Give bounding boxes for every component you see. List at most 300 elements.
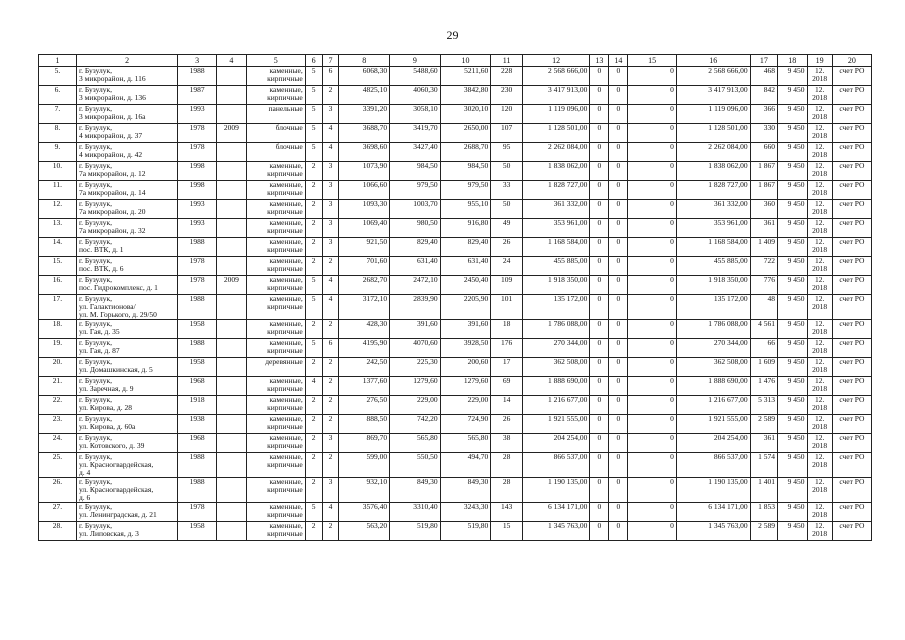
row-number: 20.: [39, 358, 77, 377]
date-line: 12.: [814, 218, 825, 227]
funding-method: счет РО: [832, 181, 871, 200]
cost-total: 1 828 727,00: [522, 181, 589, 200]
cost-total: 1 786 088,00: [522, 320, 589, 339]
floors: 2: [305, 478, 322, 503]
wall-material: [246, 320, 305, 339]
date-line: 12.: [814, 319, 825, 328]
cost-total: 362 508,00: [522, 358, 589, 377]
premises-area: 1279,60: [390, 377, 441, 396]
residential-area: 979,50: [440, 181, 491, 200]
entrances: 2: [322, 415, 339, 434]
completion-date: [807, 358, 832, 377]
material-line: каменные,: [269, 452, 303, 461]
cost-col-13: 0: [590, 478, 609, 503]
cost-total: 361 332,00: [522, 200, 589, 219]
material-line: кирпичные: [267, 169, 303, 178]
date-line: 12.: [814, 104, 825, 113]
premises-area: 2839,90: [390, 295, 441, 320]
material-line: каменные,: [269, 218, 303, 227]
address-line: 4 микрорайон, д. 42: [78, 150, 143, 159]
table-row: [39, 276, 872, 295]
column-number: 2: [76, 55, 177, 67]
cost-col-13: 0: [590, 219, 609, 238]
date-line: 12.: [814, 452, 825, 461]
address-line: ул. Котовского, д. 39: [78, 441, 145, 450]
completion-date: [807, 276, 832, 295]
funding-method: счет РО: [832, 339, 871, 358]
total-area: 701,60: [339, 257, 390, 276]
cost-col-15: 0: [628, 478, 677, 503]
cost-col-13: 0: [590, 415, 609, 434]
total-area: 888,50: [339, 415, 390, 434]
material-line: кирпичные: [267, 403, 303, 412]
cost-col-15: 0: [628, 67, 677, 86]
completion-date: [807, 238, 832, 257]
address-cell: [76, 339, 177, 358]
residential-area: 3928,50: [440, 339, 491, 358]
renovation-year: [217, 67, 247, 86]
premises-area: 4070,60: [390, 339, 441, 358]
date-line: 12.: [814, 376, 825, 385]
total-area: 869,70: [339, 434, 390, 453]
funding-method: счет РО: [832, 219, 871, 238]
address-line: г. Бузулук,: [78, 199, 113, 208]
cost-total: 6 134 171,00: [522, 503, 589, 522]
premises-area: 391,60: [390, 320, 441, 339]
total-area: 4195,90: [339, 339, 390, 358]
cost-col-13: 0: [590, 162, 609, 181]
row-number: 9.: [39, 143, 77, 162]
cost-total: 1 119 096,00: [522, 105, 589, 124]
material-line: каменные,: [269, 338, 303, 347]
completion-date: [807, 434, 832, 453]
max-unit-cost: 9 450: [778, 377, 808, 396]
cost-col-15: 0: [628, 320, 677, 339]
table-body: [39, 55, 872, 541]
material-line: кирпичные: [267, 188, 303, 197]
cost-owners: 1 119 096,00: [676, 105, 750, 124]
premises-area: 4060,30: [390, 86, 441, 105]
premises-area: 3419,70: [390, 124, 441, 143]
material-line: панельные: [268, 104, 303, 113]
column-number: 7: [322, 55, 339, 67]
wall-material: [246, 86, 305, 105]
address-line: 7а микрорайон, д. 12: [78, 169, 146, 178]
date-line: 2018: [812, 207, 828, 216]
date-line: 12.: [814, 142, 825, 151]
cost-owners: 1 918 350,00: [676, 276, 750, 295]
build-year: 1918: [178, 396, 217, 415]
residential-area: 984,50: [440, 162, 491, 181]
table-row: [39, 358, 872, 377]
max-unit-cost: 9 450: [778, 162, 808, 181]
residential-area: 3842,80: [440, 86, 491, 105]
total-area: 3698,60: [339, 143, 390, 162]
cost-col-14: 0: [609, 339, 628, 358]
cost-col-13: 0: [590, 396, 609, 415]
renovation-year: [217, 320, 247, 339]
date-line: 2018: [812, 283, 828, 292]
cost-col-14: 0: [609, 124, 628, 143]
build-year: 1987: [178, 86, 217, 105]
wall-material: [246, 124, 305, 143]
entrances: 6: [322, 67, 339, 86]
material-line: каменные,: [269, 256, 303, 265]
unit-cost: 366: [750, 105, 777, 124]
total-area: 599,00: [339, 453, 390, 478]
cost-col-15: 0: [628, 415, 677, 434]
cost-col-13: 0: [590, 339, 609, 358]
address-cell: [76, 320, 177, 339]
date-line: 2018: [812, 245, 828, 254]
date-line: 12.: [814, 161, 825, 170]
address-cell: [76, 377, 177, 396]
funding-method: счет РО: [832, 143, 871, 162]
cost-col-13: 0: [590, 358, 609, 377]
max-unit-cost: 9 450: [778, 358, 808, 377]
date-line: 2018: [812, 422, 828, 431]
material-line: каменные,: [269, 477, 303, 486]
premises-area: 742,20: [390, 415, 441, 434]
header-row: [39, 55, 872, 67]
renovation-year: [217, 522, 247, 541]
cost-col-13: 0: [590, 295, 609, 320]
completion-date: [807, 339, 832, 358]
entrances: 3: [322, 238, 339, 257]
address-cell: [76, 162, 177, 181]
residential-area: 724,90: [440, 415, 491, 434]
address-cell: [76, 358, 177, 377]
residential-area: 3243,30: [440, 503, 491, 522]
floors: 5: [305, 503, 322, 522]
entrances: 4: [322, 143, 339, 162]
renovation-year: [217, 86, 247, 105]
address-line: 3 микрорайон, д. 116: [78, 74, 146, 83]
wall-material: [246, 434, 305, 453]
residents: 120: [491, 105, 523, 124]
address-line: г. Бузулук,: [78, 357, 113, 366]
entrances: 2: [322, 453, 339, 478]
funding-method: счет РО: [832, 478, 871, 503]
material-line: каменные,: [269, 161, 303, 170]
floors: 5: [305, 124, 322, 143]
date-line: 12.: [814, 275, 825, 284]
cost-owners: 3 417 913,00: [676, 86, 750, 105]
material-line: каменные,: [269, 502, 303, 511]
date-line: 2018: [812, 150, 828, 159]
table-row: [39, 86, 872, 105]
residential-area: 519,80: [440, 522, 491, 541]
residents: 28: [491, 478, 523, 503]
total-area: 1069,40: [339, 219, 390, 238]
address-line: ул. Домашкинская, д. 5: [78, 365, 153, 374]
address-line: ул. Заречная, д. 9: [78, 384, 134, 393]
total-area: 242,50: [339, 358, 390, 377]
date-line: 2018: [812, 403, 828, 412]
wall-material: [246, 105, 305, 124]
date-line: 2018: [812, 441, 828, 450]
wall-material: [246, 257, 305, 276]
cost-owners: 1 838 062,00: [676, 162, 750, 181]
total-area: 428,30: [339, 320, 390, 339]
material-line: кирпичные: [267, 510, 303, 519]
floors: 2: [305, 396, 322, 415]
material-line: каменные,: [269, 521, 303, 530]
material-line: деревянные: [265, 357, 303, 366]
row-number: 21.: [39, 377, 77, 396]
material-line: каменные,: [269, 237, 303, 246]
unit-cost: 4 561: [750, 320, 777, 339]
cost-col-15: 0: [628, 434, 677, 453]
floors: 5: [305, 143, 322, 162]
column-number: 20: [832, 55, 871, 67]
cost-owners: 361 332,00: [676, 200, 750, 219]
address-cell: [76, 434, 177, 453]
funding-method: счет РО: [832, 295, 871, 320]
cost-col-15: 0: [628, 503, 677, 522]
cost-total: 1 190 135,00: [522, 478, 589, 503]
cost-col-15: 0: [628, 143, 677, 162]
unit-cost: 361: [750, 219, 777, 238]
date-line: 12.: [814, 338, 825, 347]
build-year: 1978: [178, 503, 217, 522]
cost-total: 455 885,00: [522, 257, 589, 276]
date-line: 2018: [812, 529, 828, 538]
material-line: кирпичные: [267, 384, 303, 393]
cost-total: 1 918 350,00: [522, 276, 589, 295]
date-line: 2018: [812, 346, 828, 355]
cost-col-15: 0: [628, 162, 677, 181]
cost-owners: 1 888 690,00: [676, 377, 750, 396]
cost-owners: 2 568 666,00: [676, 67, 750, 86]
total-area: 921,50: [339, 238, 390, 257]
date-line: 2018: [812, 460, 828, 469]
material-line: каменные,: [269, 275, 303, 284]
total-area: 3688,70: [339, 124, 390, 143]
row-number: 5.: [39, 67, 77, 86]
completion-date: [807, 86, 832, 105]
max-unit-cost: 9 450: [778, 67, 808, 86]
renovation-year: [217, 478, 247, 503]
address-line: г. Бузулук,: [78, 123, 113, 132]
cost-total: 1 888 690,00: [522, 377, 589, 396]
residents: 17: [491, 358, 523, 377]
cost-col-13: 0: [590, 503, 609, 522]
address-line: г. Бузулук,: [78, 85, 113, 94]
row-number: 19.: [39, 339, 77, 358]
funding-method: счет РО: [832, 377, 871, 396]
max-unit-cost: 9 450: [778, 295, 808, 320]
max-unit-cost: 9 450: [778, 181, 808, 200]
funding-method: счет РО: [832, 503, 871, 522]
address-line: г. Бузулук,: [78, 180, 113, 189]
address-cell: [76, 415, 177, 434]
address-cell: [76, 105, 177, 124]
premises-area: 829,40: [390, 238, 441, 257]
table-row: [39, 478, 872, 503]
row-number: 28.: [39, 522, 77, 541]
floors: 5: [305, 339, 322, 358]
residential-area: 631,40: [440, 257, 491, 276]
column-number: 14: [609, 55, 628, 67]
column-number: 3: [178, 55, 217, 67]
renovation-year: [217, 257, 247, 276]
funding-method: счет РО: [832, 415, 871, 434]
renovation-year: [217, 295, 247, 320]
material-line: кирпичные: [267, 207, 303, 216]
unit-cost: 1 853: [750, 503, 777, 522]
residents: 230: [491, 86, 523, 105]
address-line: 7а микрорайон, д. 32: [78, 226, 146, 235]
cost-col-13: 0: [590, 377, 609, 396]
entrances: 2: [322, 257, 339, 276]
cost-total: 1 216 677,00: [522, 396, 589, 415]
cost-owners: 1 168 584,00: [676, 238, 750, 257]
residential-area: 391,60: [440, 320, 491, 339]
housing-table: [38, 54, 872, 541]
funding-method: счет РО: [832, 67, 871, 86]
cost-col-14: 0: [609, 478, 628, 503]
address-line: г. Бузулук,: [78, 338, 113, 347]
column-number: 8: [339, 55, 390, 67]
build-year: 1978: [178, 257, 217, 276]
table-row: [39, 181, 872, 200]
cost-total: 1 128 501,00: [522, 124, 589, 143]
material-line: каменные,: [269, 376, 303, 385]
address-cell: [76, 219, 177, 238]
premises-area: 519,80: [390, 522, 441, 541]
table-row: [39, 124, 872, 143]
max-unit-cost: 9 450: [778, 415, 808, 434]
max-unit-cost: 9 450: [778, 276, 808, 295]
address-line: г. Бузулук,: [78, 294, 113, 303]
funding-method: счет РО: [832, 86, 871, 105]
residential-area: 200,60: [440, 358, 491, 377]
unit-cost: 1 409: [750, 238, 777, 257]
date-line: 12.: [814, 395, 825, 404]
cost-col-13: 0: [590, 453, 609, 478]
address-line: ул. Кирова, д. 60а: [78, 422, 136, 431]
build-year: 1958: [178, 522, 217, 541]
cost-total: 2 262 084,00: [522, 143, 589, 162]
cost-col-13: 0: [590, 86, 609, 105]
premises-area: 1003,70: [390, 200, 441, 219]
date-line: 12.: [814, 521, 825, 530]
premises-area: 5488,60: [390, 67, 441, 86]
material-line: кирпичные: [267, 422, 303, 431]
cost-owners: 1 921 555,00: [676, 415, 750, 434]
cost-total: 270 344,00: [522, 339, 589, 358]
cost-owners: 135 172,00: [676, 295, 750, 320]
floors: 5: [305, 105, 322, 124]
material-line: каменные,: [269, 319, 303, 328]
material-line: кирпичные: [267, 529, 303, 538]
material-line: кирпичные: [267, 264, 303, 273]
entrances: 2: [322, 86, 339, 105]
table-row: [39, 67, 872, 86]
max-unit-cost: 9 450: [778, 105, 808, 124]
row-number: 26.: [39, 478, 77, 503]
cost-col-15: 0: [628, 377, 677, 396]
address-cell: [76, 143, 177, 162]
cost-col-13: 0: [590, 434, 609, 453]
cost-owners: 204 254,00: [676, 434, 750, 453]
renovation-year: [217, 238, 247, 257]
cost-owners: 1 786 088,00: [676, 320, 750, 339]
cost-col-15: 0: [628, 396, 677, 415]
column-number: 4: [217, 55, 247, 67]
unit-cost: 66: [750, 339, 777, 358]
completion-date: [807, 478, 832, 503]
entrances: 4: [322, 295, 339, 320]
premises-area: 565,80: [390, 434, 441, 453]
build-year: 1988: [178, 339, 217, 358]
residents: 109: [491, 276, 523, 295]
max-unit-cost: 9 450: [778, 522, 808, 541]
renovation-year: [217, 415, 247, 434]
date-line: 2018: [812, 131, 828, 140]
wall-material: [246, 396, 305, 415]
residents: 24: [491, 257, 523, 276]
date-line: 2018: [812, 510, 828, 519]
address-line: пос. ВТК, д. 6: [78, 264, 124, 273]
table-row: [39, 522, 872, 541]
material-line: каменные,: [269, 66, 303, 75]
row-number: 7.: [39, 105, 77, 124]
funding-method: счет РО: [832, 453, 871, 478]
cost-col-13: 0: [590, 320, 609, 339]
date-line: 2018: [812, 485, 828, 494]
address-line: ул. Гая, д. 87: [78, 346, 120, 355]
total-area: 1073,90: [339, 162, 390, 181]
table-row: [39, 377, 872, 396]
address-line: д. 4: [78, 468, 91, 477]
date-line: 12.: [814, 414, 825, 423]
address-line: г. Бузулук,: [78, 104, 113, 113]
date-line: 12.: [814, 433, 825, 442]
wall-material: [246, 143, 305, 162]
completion-date: [807, 257, 832, 276]
material-line: каменные,: [269, 199, 303, 208]
cost-owners: 6 134 171,00: [676, 503, 750, 522]
address-cell: [76, 522, 177, 541]
total-area: 6068,30: [339, 67, 390, 86]
premises-area: 3310,40: [390, 503, 441, 522]
address-line: д. 6: [78, 493, 91, 502]
cost-col-15: 0: [628, 522, 677, 541]
funding-method: счет РО: [832, 522, 871, 541]
unit-cost: 48: [750, 295, 777, 320]
floors: 2: [305, 522, 322, 541]
residential-area: 3020,10: [440, 105, 491, 124]
column-number: 15: [628, 55, 677, 67]
column-number: 18: [778, 55, 808, 67]
table-row: [39, 105, 872, 124]
entrances: 3: [322, 478, 339, 503]
address-line: г. Бузулук,: [78, 218, 113, 227]
cost-owners: 1 345 763,00: [676, 522, 750, 541]
residents: 228: [491, 67, 523, 86]
funding-method: счет РО: [832, 124, 871, 143]
renovation-year: [217, 105, 247, 124]
row-number: 14.: [39, 238, 77, 257]
date-line: 12.: [814, 123, 825, 132]
entrances: 3: [322, 200, 339, 219]
table-row: [39, 295, 872, 320]
cost-col-14: 0: [609, 200, 628, 219]
residents: 49: [491, 219, 523, 238]
completion-date: [807, 522, 832, 541]
